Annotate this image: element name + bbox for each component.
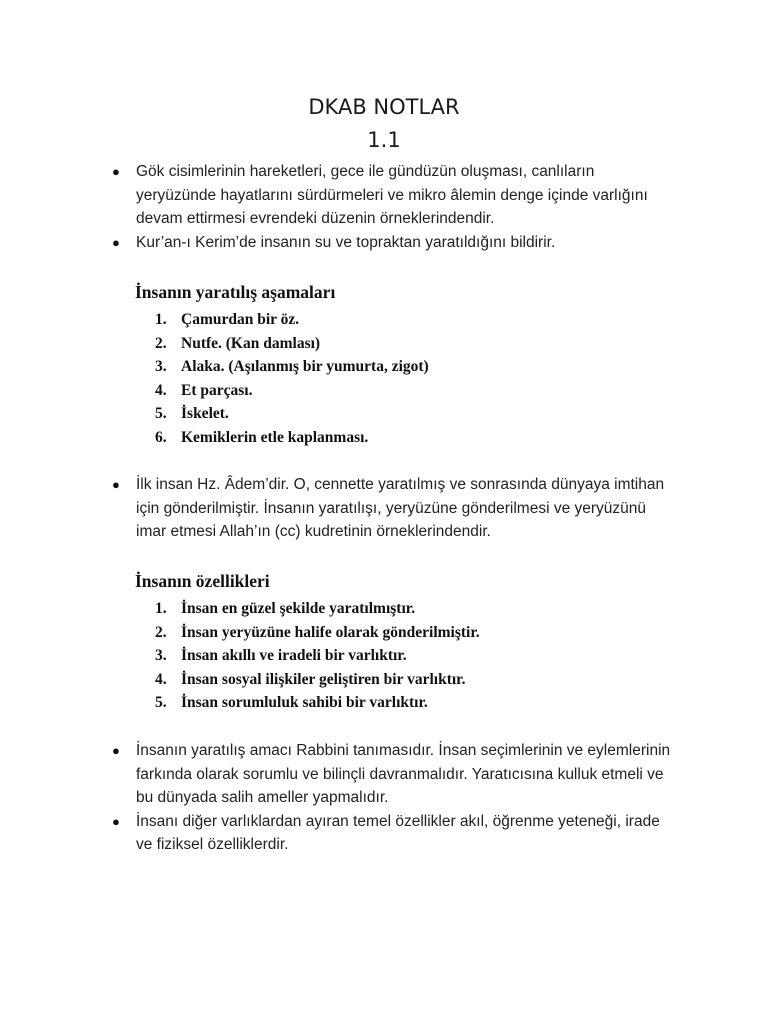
bullet-list — [112, 473, 672, 544]
list-item — [112, 473, 672, 544]
list-item — [112, 739, 672, 810]
list-item: 6. Kemiklerin etle kaplanması. — [155, 428, 369, 446]
list-item: 4. Et parçası. — [155, 381, 253, 399]
section-heading-creation-stages: İnsanın yaratılış aşamaları — [135, 282, 336, 302]
bullet-icon: ● — [112, 477, 120, 492]
list-item: 5. İskelet. — [155, 405, 229, 422]
bullet-icon: ● — [112, 743, 120, 758]
list-item: 2. Nutfe. (Kan damlası) — [155, 334, 321, 352]
bullet-icon: ● — [112, 813, 120, 829]
bullet-text: Kur’an-ı Kerim’de insanın su ve topraktan yaratıldığını bildirir. — [136, 233, 556, 251]
list-item: 1. İnsan en güzel şekilde yaratılmıştır. — [155, 600, 416, 617]
list-item: 5. İnsan sorumluluk sahibi bir varlıktır. — [155, 694, 428, 711]
list-item: 2. İnsan yeryüzüne halife olarak gönderilmiştir. — [155, 623, 480, 641]
bullet-list — [112, 160, 672, 254]
bullet-icon: ● — [112, 164, 120, 179]
list-item — [112, 810, 672, 857]
bullet-text: İlk insan Hz. Âdem’dir. O, cennette yaratılmış ve sonrasında dünyaya imtihan için gönderilmiştir. İnsanın yaratılışı, yeryüzüne gönderilmesi ve yeryüzünü imar etmesi Allah’ın (cc) kudretinin örneklerindendir. — [136, 476, 665, 540]
list-item: 3. Alaka. (Aşılanmış bir yumurta, zigot) — [155, 358, 429, 375]
list-item: 4. İnsan sosyal ilişkiler geliştiren bir varlıktır. — [155, 670, 466, 688]
list-item — [112, 231, 672, 255]
section-heading-human-traits: İnsanın özellikleri — [135, 571, 270, 591]
bullet-text: İnsanı diğer varlıklardan ayıran temel özellikler akıl, öğrenme yeteneği, irade ve fiziksel özelliklerdir. — [136, 812, 660, 853]
list-item: 3. İnsan akıllı ve iradeli bir varlıktır. — [155, 647, 407, 664]
list-item — [112, 160, 672, 231]
human-traits-list — [155, 597, 480, 715]
bullet-text: Gök cisimlerinin hareketleri, gece ile gündüzün oluşması, canlıların yeryüzünde hayatlarını sürdürmeleri ve mikro âlemin denge içinde varlığını devam ettirmesi evrendeki düzenin örneklerindendir. — [136, 163, 648, 227]
bullet-icon: ● — [112, 234, 120, 250]
list-item: 1. Çamurdan bir öz. — [155, 311, 300, 328]
page-subtitle: 1.1 — [367, 128, 401, 152]
bullet-text: İnsanın yaratılış amacı Rabbini tanımasıdır. İnsan seçimlerinin ve eylemlerinin farkında olarak sorumlu ve bilinçli davranmalıdır. Yaratıcısına kulluk etmeli ve bu dünyada salih ameller yapmalıdır. — [136, 742, 671, 806]
bullet-list — [112, 739, 672, 857]
creation-stages-list — [155, 308, 429, 449]
page-title: DKAB NOTLAR — [308, 95, 460, 119]
